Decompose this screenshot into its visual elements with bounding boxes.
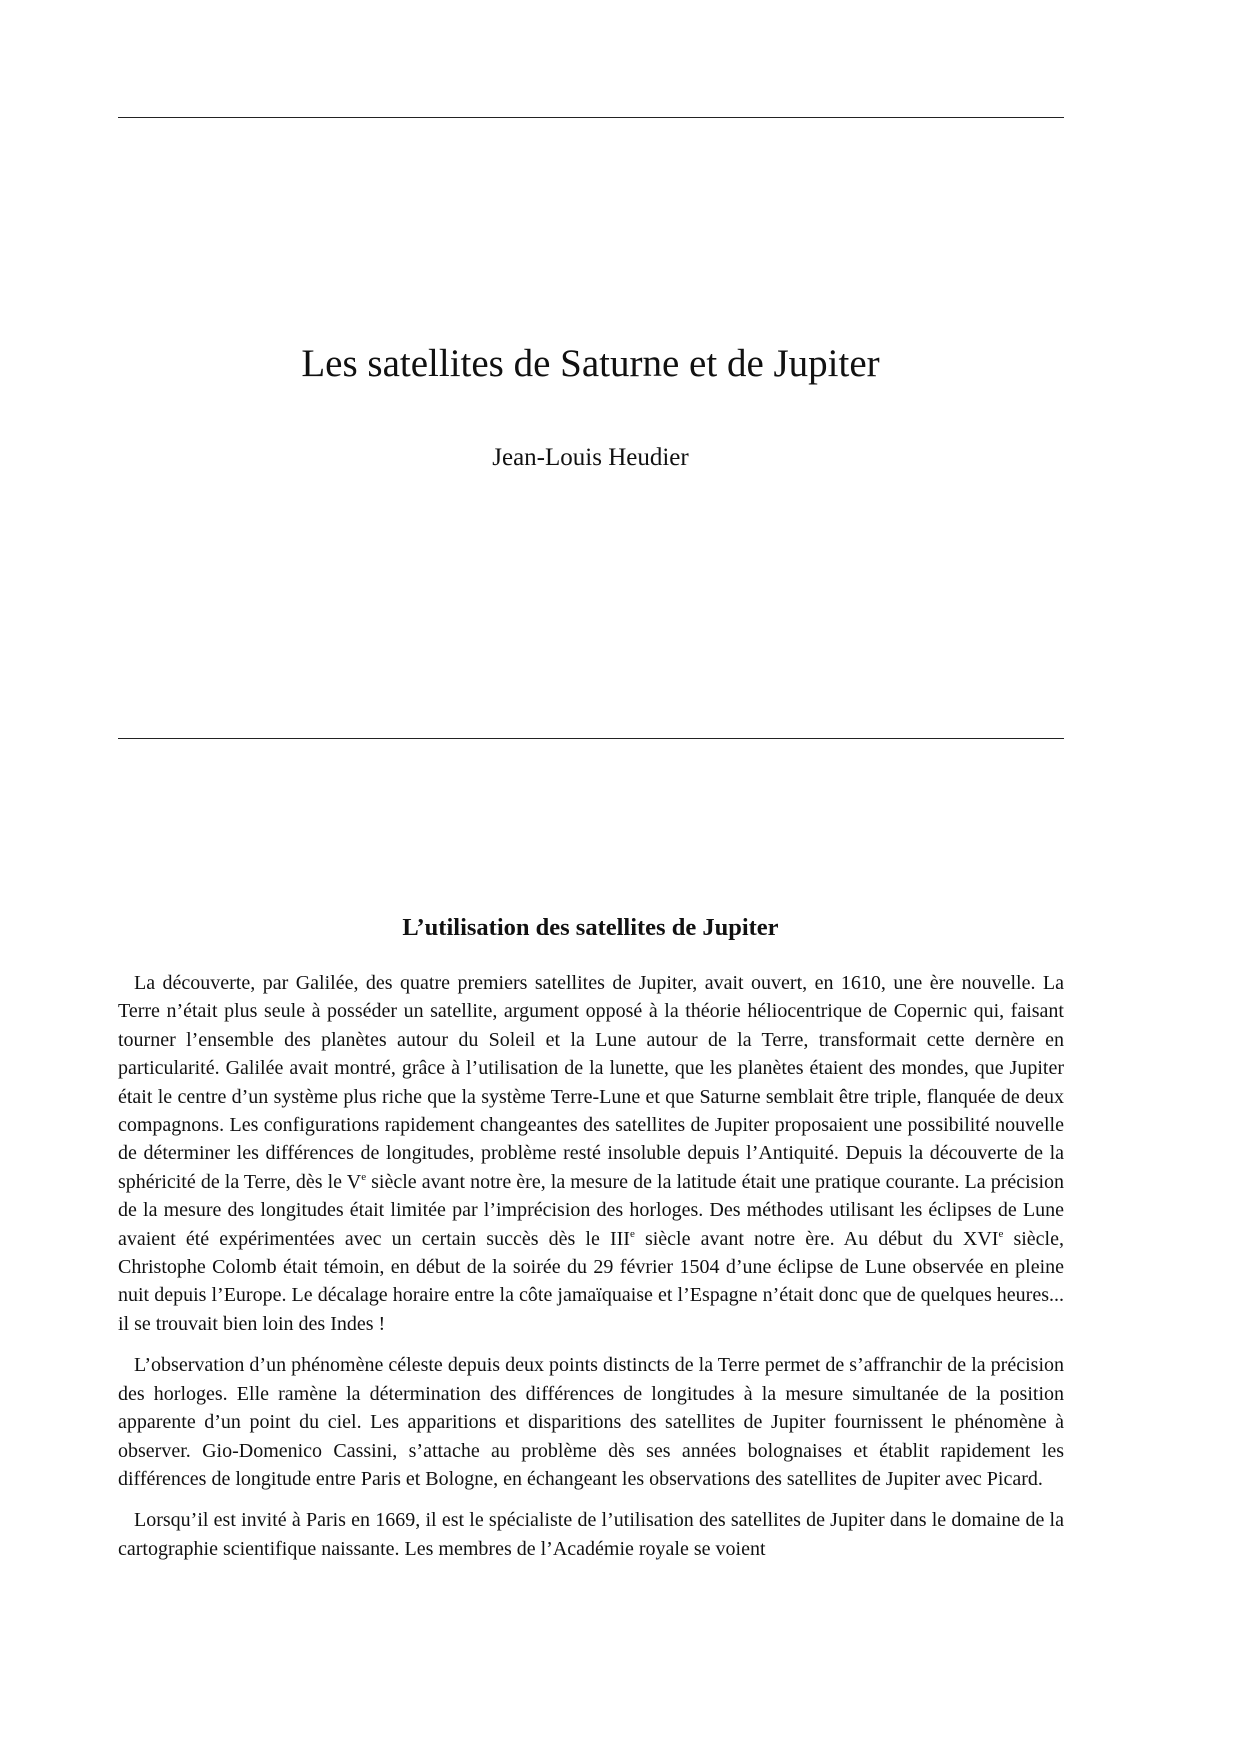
paragraph-3: Lorsqu’il est invité à Paris en 1669, il est le spécialiste de l’utilisation des satellites de Jupiter dans le domaine de la cartographie scientifique naissante. Les membres de l’Académie royale se voient bbox=[118, 1509, 1064, 1560]
top-rule bbox=[118, 117, 1064, 118]
bottom-rule bbox=[118, 738, 1064, 739]
author-name: Jean-Louis Heudier bbox=[492, 444, 689, 471]
body-text bbox=[118, 969, 1064, 1576]
page-title: Les satellites de Saturne et de Jupiter bbox=[301, 342, 880, 385]
section-heading: L’utilisation des satellites de Jupiter bbox=[402, 914, 779, 941]
paragraph-1: La découverte, par Galilée, des quatre premiers satellites de Jupiter, avait ouvert, en 1610, une ère nouvelle. La Terre n’était plus seule à posséder un satellite, argument opposé à la théorie héliocentrique de Copernic qui, faisant tourner l’ensemble des planètes autour du Soleil et la Lune autour de la Terre, transformait cette dernère en particularité. Galilée avait montré, grâce à l’utilisation de la lunette, que les planètes étaient des mondes, que Jupiter était le centre d’un système plus riche que la système Terre-Lune et que Saturne semblait être triple, flanquée de deux compagnons. Les configurations rapidement changeantes des satellites de Jupiter proposaient une possibilité nouvelle de déterminer les différences de longitudes, problème resté insoluble depuis l’Antiquité. Depuis la découverte de la sphéricité de la Terre, dès le Ve siècle avant notre ère, la mesure de la latitude était une pratique courante. La précision de la mesure des longitudes était limitée par l’imprécision des horloges. Des méthodes utilisant les éclipses de Lune avaient été expérimentées avec un certain succès dès le IIIe siècle avant notre ère. Au début du XVIe siècle, Christophe Colomb était témoin, en début de la soirée du 29 février 1504 d’une éclipse de Lune observée en pleine nuit depuis l’Europe. Le décalage horaire entre la côte jamaïquaise et l’Espagne n’était donc que de quelques heures... il se trouvait bien loin des Indes ! bbox=[118, 972, 1065, 1335]
paragraph-2: L’observation d’un phénomène céleste depuis deux points distincts de la Terre permet de s’affranchir de la précision des horloges. Elle ramène la détermination des différences de longitudes à la mesure simultanée de la position apparente d’un point du ciel. Les apparitions et disparitions des satellites de Jupiter fournissent le phénomène à observer. Gio-Domenico Cassini, s’attache au problème dès ses années bolognaises et établit rapidement les différences de longitude entre Paris et Bologne, en échangeant les observations des satellites de Jupiter avec Picard. bbox=[118, 1354, 1064, 1490]
